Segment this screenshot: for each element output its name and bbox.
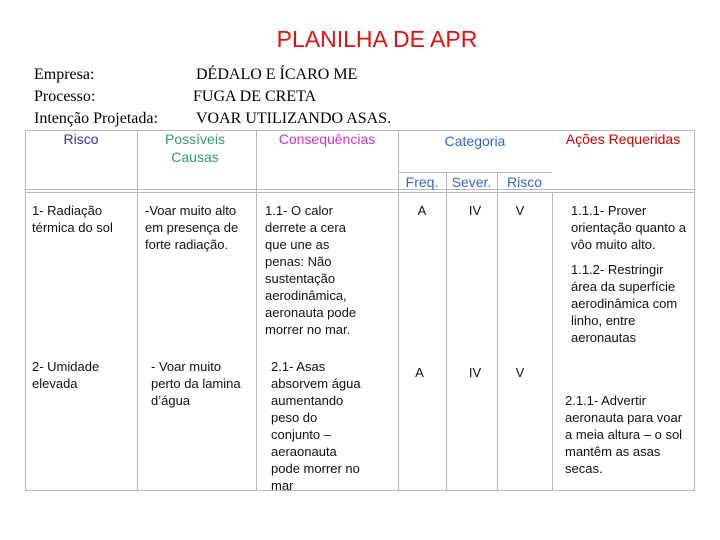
- processo-value: FUGA DE CRETA: [193, 88, 317, 105]
- empresa-value: DÉDALO E ÍCARO ME: [196, 66, 358, 83]
- header-sever: Sever.: [451, 174, 492, 190]
- row2-freq: A: [415, 365, 424, 380]
- header-risco-cat: Risco: [506, 174, 542, 190]
- row2-risco-cat: V: [515, 365, 525, 380]
- header-consequencias: Consequências: [278, 131, 376, 147]
- empresa-label: Empresa:: [34, 66, 95, 83]
- row1-acoes: [571, 202, 689, 346]
- row1-risco: 1- Radiação térmica do sol: [32, 203, 113, 235]
- row1-consequencias: 1.1- O calor derrete a cera que une as penas: Não sustentação aerodinâmica, aeronauta pode morrer no mar.: [265, 203, 357, 337]
- header-freq: Freq.: [405, 174, 439, 190]
- header-acoes: Ações Requeridas: [565, 131, 681, 147]
- intencao-label: Intenção Projetada:: [34, 110, 158, 127]
- header-categoria: Categoria: [444, 133, 506, 149]
- row2-causas: - Voar muito perto da lamina d’água: [151, 359, 241, 408]
- row1-acao-2: 1.1.2- Restringir área da superfície aerodinâmica com linho, entre: [571, 262, 678, 328]
- row2-acao-1: 2.1.1- Advertir aeronauta para voar a meia altura – o sol mantêm as asas secas.: [565, 393, 683, 476]
- row1-acao-1: 1.1.1- Prover orientação quanto a vôo muito alto.: [571, 203, 686, 252]
- header-risco: Risco: [63, 131, 99, 147]
- intencao-value: VOAR UTILIZANDO ASAS.: [196, 110, 392, 127]
- row1-acao-2-tail: aeronautas: [571, 330, 637, 345]
- row1-risco-cat: V: [515, 203, 525, 218]
- row2-risco: 2- Umidade elevada: [32, 359, 100, 391]
- page-title: PLANILHA DE APR: [276, 26, 478, 52]
- row1-freq: A: [417, 203, 427, 218]
- row1-causas: -Voar muito alto em presença de forte radiação.: [145, 203, 239, 252]
- row2-consequencias: 2.1- Asas absorvem água aumentando peso do conjunto – aeraonauta pode morrer no mar: [271, 359, 361, 493]
- header-causas: Possíveis Causas: [165, 131, 225, 165]
- row2-sever: IV: [468, 365, 482, 380]
- row1-sever: IV: [468, 203, 482, 218]
- processo-label: Processo:: [34, 88, 96, 105]
